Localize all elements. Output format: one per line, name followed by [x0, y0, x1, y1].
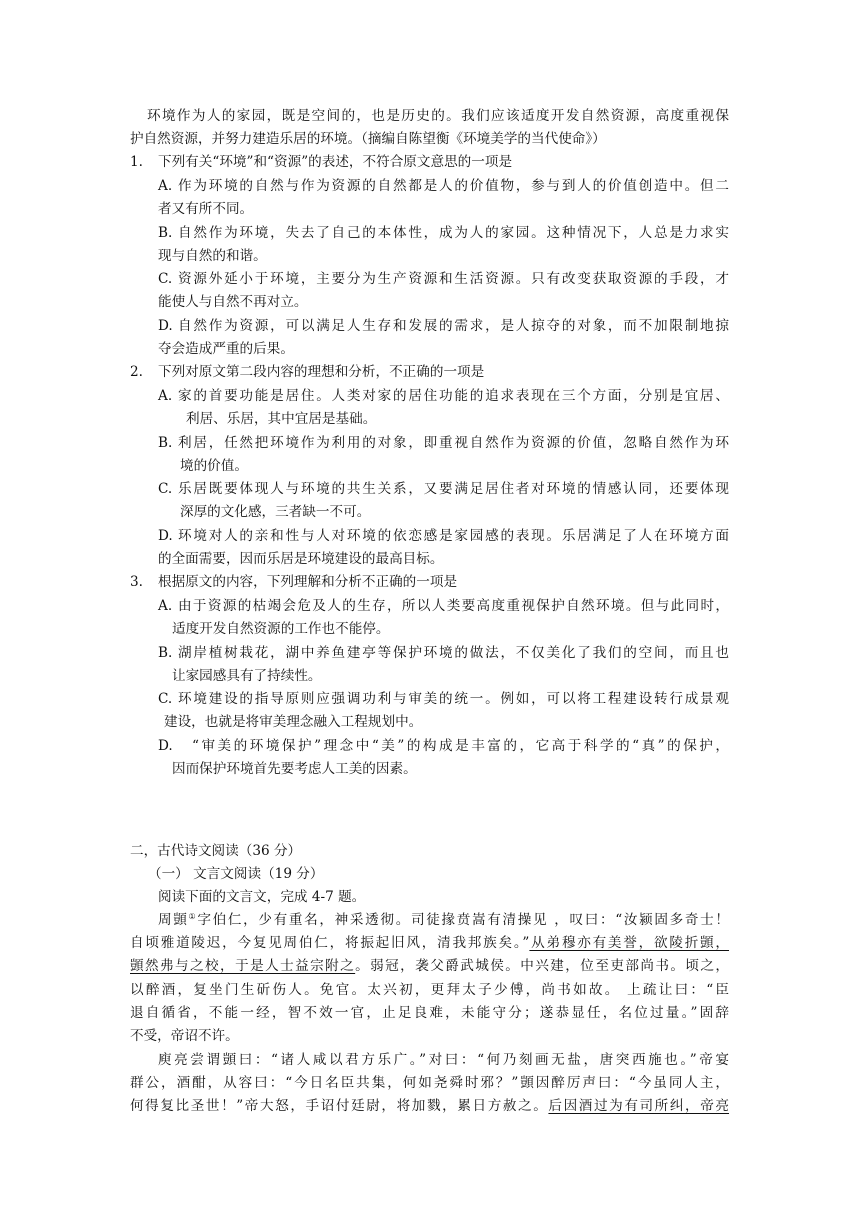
footnote-marker: ① — [188, 912, 198, 921]
q1-option-a-line-1: 作为环境的自然与作为资源的自然都是人的价值物，参与到人的价值创造中。但二 — [178, 178, 729, 194]
section-2-instruction: 阅读下面的文言文，完成 4-7 题。 — [158, 889, 366, 905]
q1-option-a-line-2: 者又有所不同。 — [158, 201, 254, 217]
q1-option-c-line-1: 资源外延小于环境，主要分为生产资源和生活资源。只有改变获取资源的手段，才 — [178, 271, 729, 287]
question-1-number: 1. — [130, 154, 143, 170]
passage-p1-line-5: 退自循省，不能一经，智不效一官，止足良难，未能守分；遂恭显任，名位过量。”固辞 — [130, 1005, 729, 1021]
q3-option-d-line-2: 因而保护环境首先要考虑人工美的因素。 — [172, 761, 417, 777]
q3-option-b-line-1: 湖岸植树栽花，湖中养鱼建亭等保护环境的做法，不仅美化了我们的空间，而且也 — [178, 645, 729, 661]
intro-line-2: 护自然资源，并努力建造乐居的环境。（摘编自陈望衡《环境美学的当代使命》） — [130, 131, 606, 147]
passage-p1-line-1 — [158, 909, 729, 931]
q3-option-a-line-2: 适度开发自然资源的工作也不能停。 — [172, 621, 390, 637]
q2-option-c-line-2: 深厚的文化感，三者缺一不可。 — [180, 504, 371, 520]
q3-option-a-letter: A. — [158, 598, 173, 614]
q3-option-c-line-1: 环境建设的指导原则应强调功利与审美的统一。例如，可以将工程建设转行成景观 — [178, 691, 729, 707]
passage-p2-line-3-text: 何得复比圣世！”帝大怒，手诏付廷尉，将加戮，累日方赦之。 — [130, 1098, 549, 1114]
q1-option-c-letter: C. — [158, 271, 173, 287]
passage-p2-line-3 — [130, 1095, 729, 1117]
underlined-sentence-2: 后因酒过为有司所纠，帝亮 — [548, 1098, 730, 1114]
q3-option-b-line-2: 让家园感具有了持续性。 — [172, 668, 322, 684]
passage-p1-line-4: 以醉酒，复坐门生斫伤人。免官。太兴初，更拜太子少傅，尚书如故。 上疏让曰：“臣 — [130, 982, 729, 998]
question-3-stem: 根据原文的内容，下列理解和分析不正确的一项是 — [158, 574, 458, 590]
q1-option-b-line-1: 自然作为环境，失去了自己的本体性，成为人的家园。这种情况下，人总是力求实 — [178, 225, 729, 241]
passage-p1-line-6: 不受，帝诏不许。 — [130, 1028, 239, 1044]
question-2-number: 2. — [130, 364, 143, 380]
question-3-number: 3. — [130, 574, 143, 590]
q1-option-b-line-2: 现与自然的和谐。 — [158, 248, 267, 264]
q2-option-d-line-1: 环境对人的亲和性与人对环境的依恋感是家园感的表现。乐居满足了人在环境方面 — [178, 528, 729, 544]
q1-option-d-line-2: 夺会造成严重的后果。 — [158, 341, 294, 357]
passage-p1-line-3 — [130, 955, 729, 977]
intro-line-1: 环境作为人的家园，既是空间的，也是历史的。我们应该适度开发自然资源，高度重视保 — [147, 108, 729, 124]
section-2-subheading: （一） 文言文阅读（19 分） — [148, 866, 324, 882]
q2-option-a-line-1: 家的首要功能是居住。人类对家的居住功能的追求表现在三个方面，分别是宜居、 — [178, 388, 729, 404]
question-1-stem: 下列有关“环境”和“资源”的表述，不符合原文意思的一项是 — [158, 154, 513, 170]
passage-name-text: 周顗 — [158, 912, 189, 928]
q3-option-d-line-1: “审美的环境保护”理念中“美”的构成是丰富的，它高于科学的“真”的保护， — [192, 738, 729, 754]
q2-option-a-line-2: 利居、乐居，其中宜居是基础。 — [186, 411, 377, 427]
underlined-sentence-1a: 从弟穆亦有美誉，欲陵折顗， — [529, 935, 730, 951]
q2-option-b-line-2: 境的价值。 — [180, 458, 248, 474]
section-2-heading: 二，古代诗文阅读（36 分） — [130, 843, 302, 859]
q1-option-a-letter: A. — [158, 178, 173, 194]
q1-option-d-line-1: 自然作为资源，可以满足人生存和发展的需求，是人掠夺的对象，而不加限制地掠 — [178, 318, 729, 334]
passage-p1-line-2 — [130, 932, 729, 954]
q2-option-b-letter: B. — [158, 435, 173, 451]
q2-option-a-letter: A. — [158, 388, 173, 404]
q2-option-c-line-1: 乐居既要体现人与环境的共生关系，又要满足居住者对环境的情感认同，还要体现 — [178, 481, 729, 497]
q3-option-d-letter: D. — [158, 738, 173, 754]
q2-option-d-line-2: 的全面需要，因而乐居是环境建设的最高目标。 — [158, 551, 444, 567]
passage-p2-line-2: 群公，酒酣，从容曰：“今日名臣共集，何如尧舜时邪？”顗因醉厉声曰：“今虽同人主， — [130, 1075, 729, 1091]
q3-option-b-letter: B. — [158, 645, 173, 661]
q2-option-d-letter: D. — [158, 528, 173, 544]
q1-option-c-line-2: 能使人与自然不再对立。 — [158, 294, 308, 310]
passage-p1-line-1-rest: 字伯仁，少有重名，神采透彻。司徒掾贲嵩有清操见 ，叹曰：“汝颍固多奇士！ — [197, 912, 729, 928]
q2-option-c-letter: C. — [158, 481, 173, 497]
q3-option-a-line-1: 由于资源的枯竭会危及人的生存，所以人类要高度重视保护自然环境。但与此同时， — [178, 598, 729, 614]
passage-p2-line-1: 庾亮尝谓顗曰：“诸人咸以君方乐广。”对曰：“何乃刻画无盐，唐突西施也。”帝宴 — [158, 1052, 729, 1068]
underlined-sentence-1b: 顗然弗与之校，于是人士益宗附之 — [130, 958, 356, 974]
q3-option-c-line-2: 建设，也就是将审美理念融入工程规划中。 — [164, 714, 423, 730]
q2-option-b-line-1: 利居，任然把环境作为利用的对象，即重视自然作为资源的价值，忽略自然作为环 — [178, 435, 729, 451]
q1-option-d-letter: D. — [158, 318, 173, 334]
passage-p1-line-2-text: 自顷雅道陵迟，今复见周伯仁，将振起旧风，清我邦族矣。” — [130, 935, 530, 951]
passage-p1-line-3-text: 。弱冠，袭父爵武城侯。中兴建，位至吏部尚书。顷之， — [355, 958, 729, 974]
q3-option-c-letter: C. — [158, 691, 173, 707]
q1-option-b-letter: B. — [158, 225, 173, 241]
question-2-stem: 下列对原文第二段内容的理想和分析，不正确的一项是 — [158, 364, 485, 380]
